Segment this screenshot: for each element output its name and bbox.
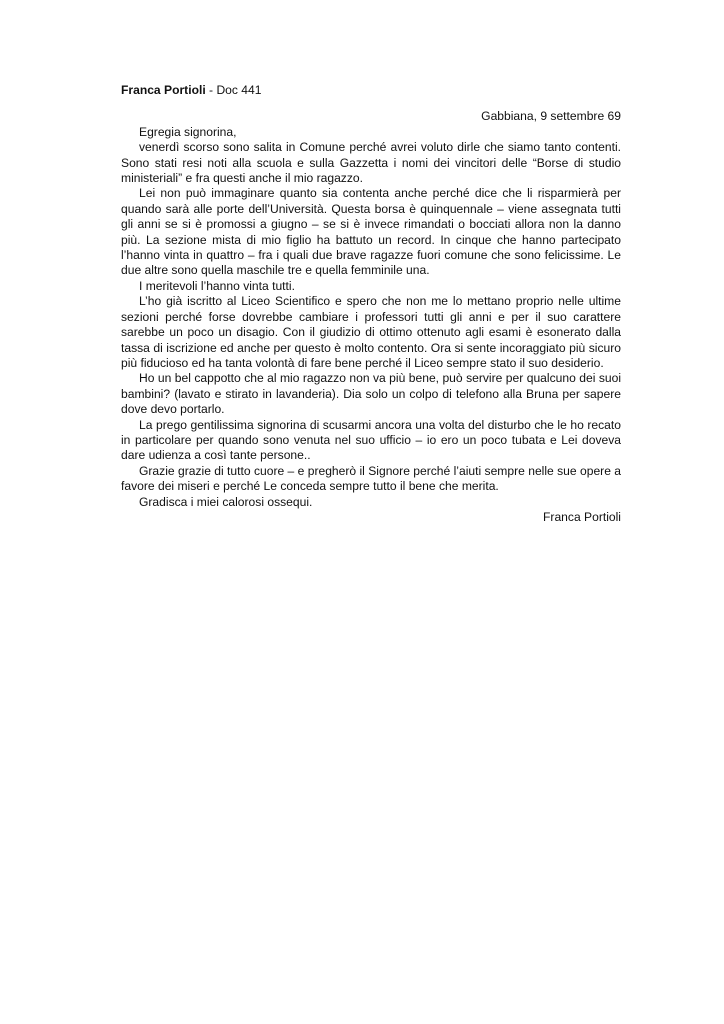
- closing-line: Gradisca i miei calorosi ossequi.: [139, 494, 313, 509]
- letter-content: [121, 83, 621, 525]
- header-separator: -: [205, 83, 217, 97]
- paragraph-7: Grazie grazie di tutto cuore – e pregherò il Signore perché l’aiuti sempre nelle sue opere a favore dei miseri e perché Le conceda sempre tutto il bene che merita.: [121, 463, 622, 494]
- paragraph-6: La prego gentilissima signorina di scusarmi ancora una volta del disturbo che le ho recato in particolare per quando sono venuta nel suo ufficio – io ero un poco tubata e Lei doveva dare udienza a così tante persone..: [121, 417, 621, 463]
- header-author: Franca Portioli: [121, 83, 206, 97]
- paragraph-2: Lei non può immaginare quanto sia contenta anche perché dice che li risparmierà per quando sarà alle porte dell’Università. Questa borsa è quinquennale – viene assegnata tutti gli anni se si è promossi a giugno – se si è invece rimandati o bocciati allora non la danno più. La sezione mista di mio figlio ha battuto un record. In cinque che hanno partecipato l’hanno vinta in quattro – fra i quali due brave ragazze fuori comune che sono felicissime. Le due altre sono quella maschile tre e quella femminile una.: [121, 186, 621, 278]
- paragraph-4: L’ho già iscritto al Liceo Scientifico e spero che non me lo mettano proprio nelle ultime sezioni perché forse dovrebbe cambiare i professori tutti gli anni e per il suo carattere sarebbe un poco un disagio. Con il giudizio di ottimo ottenuto agli esami è esonerato dalla tassa di iscrizione ed anche per questo è molto contento. Ora si sente incoraggiato più sicuro più fiducioso ed ha tanta volontà di fare bene perché il Liceo sempre stato il suo desiderio.: [121, 294, 621, 370]
- signature: Franca Portioli: [543, 509, 621, 524]
- header-doc-ref: Doc 441: [216, 83, 262, 97]
- paragraph-3: I meritevoli l’hanno vinta tutti.: [139, 278, 295, 293]
- place-date: Gabbiana, 9 settembre 69: [481, 109, 621, 124]
- paragraph-5: Ho un bel cappotto che al mio ragazzo non va più bene, può servire per qualcuno dei suoi bambini? (lavato e stirato in lavanderia). Dia solo un colpo di telefono alla Bruna per sapere dove devo portarlo.: [121, 371, 621, 417]
- document-header: [121, 83, 621, 98]
- salutation: Egregia signorina,: [139, 124, 237, 139]
- paragraph-1: venerdì scorso sono salita in Comune perché avrei voluto dirle che siamo tanto contenti. Sono stati resi noti alla scuola e sulla Gazzetta i nomi dei vincitori delle “Borse di studio ministeriali” e fra questi anche il mio ragazzo.: [121, 140, 621, 186]
